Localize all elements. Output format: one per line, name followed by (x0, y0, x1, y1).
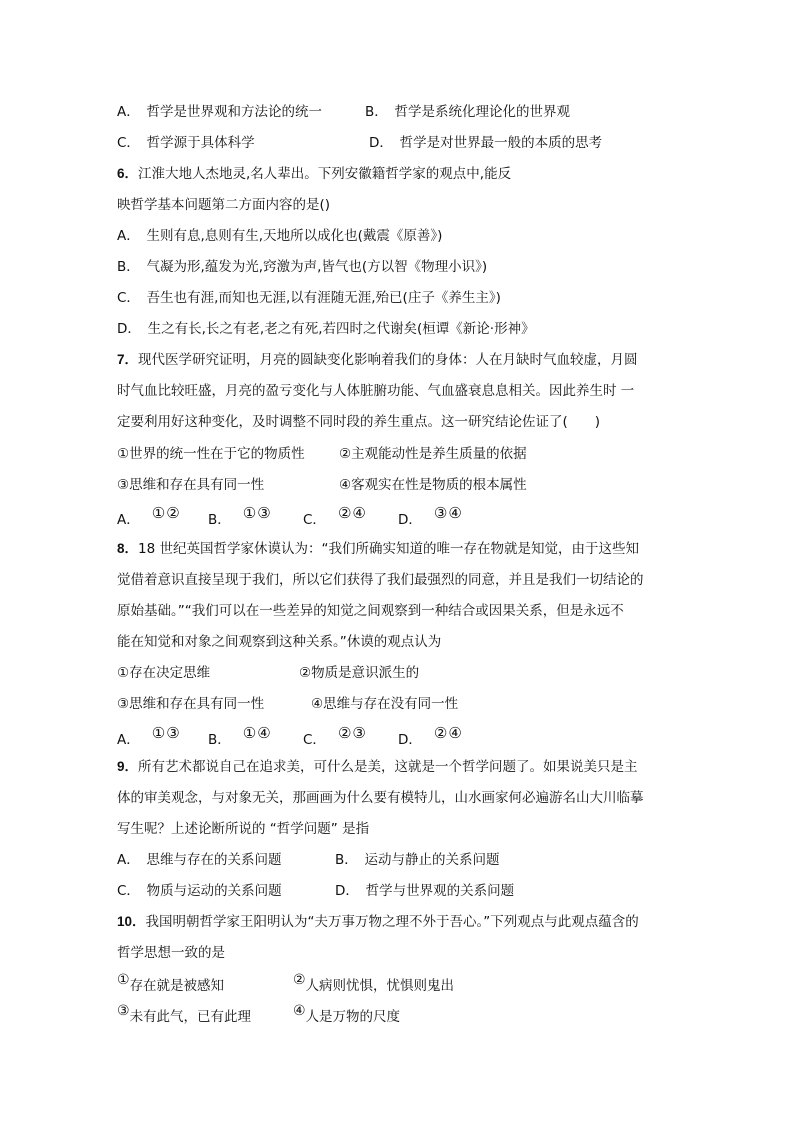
q5-option-c: C． 哲学源于具体科学 (117, 135, 255, 151)
q8-item-2: ②物质是意识派生的 (299, 665, 420, 681)
q8-stem-line3: 原始基础。”“我们可以在一些差异的知觉之间观察到一种结合或因果关系，但是永远不 (117, 603, 624, 619)
q5-option-b: B． 哲学是系统化理论化的世界观 (365, 104, 571, 120)
q6-option-b: B． 气凝为形,蕴发为光,窍激为声,皆气也(方以智《物理小识》) (117, 259, 488, 275)
q7-item-4: ④客观实在性是物质的根本属性 (339, 477, 527, 493)
q8-item-3: ③思维和存在具有同一性 (117, 696, 265, 712)
q7-stem-line1: 7．现代医学研究证明，月亮的圆缺变化影响着我们的身体：人在月缺时气血较虚，月圆 (117, 352, 638, 368)
q8-option-c: C． ②③ (303, 724, 367, 748)
q8-option-d: D． ②④ (398, 724, 463, 748)
q10-stem-line2: 哲学思想一致的是 (117, 945, 225, 961)
q6-option-c: C． 吾生也有涯,而知也无涯,以有涯随无涯,殆已(庄子《养生主》) (117, 290, 501, 306)
q6-option-d: D． 生之有长,长之有老,老之有死,若四时之代谢矣(桓谭《新论·形神》 (117, 321, 535, 337)
q10-item-2: ②人病则忧惧，忧惧则鬼出 (293, 972, 455, 994)
q10-item-4: ④人是万物的尺度 (293, 1003, 401, 1025)
q6-number: 6． (117, 166, 139, 181)
q9-stem-line1: 9．所有艺术都说自己在追求美，可什么是美，这就是一个哲学问题了。如果说美只是主 (117, 759, 638, 775)
q8-stem-line1: 8．18 世纪英国哲学家休谟认为：“我们所确实知道的唯一存在物就是知觉，由于这些知 (117, 541, 639, 557)
q5-option-d: D． 哲学是对世界最一般的本质的思考 (369, 135, 603, 151)
q8-item-1: ①存在决定思维 (117, 665, 211, 681)
q8-stem-line4: 能在知觉和对象之间观察到这种关系。”休谟的观点认为 (117, 634, 442, 650)
q8-stem-line2: 觉借着意识直接呈现于我们，所以它们获得了我们最强烈的同意，并且是我们一切结论的 (117, 572, 644, 588)
q9-number: 9． (117, 759, 139, 774)
q9-stem-line2: 体的审美观念，与对象无关，那画画为什么要有模特儿，山水画家何必遍游名山大川临摹 (117, 790, 644, 806)
q7-option-b: B． ①③ (208, 504, 272, 528)
q7-option-a: A． ①② (117, 504, 181, 528)
q9-stem-line3: 写生呢？上述论断所说的 “哲学问题” 是指 (117, 821, 370, 837)
q10-item-1: ①存在就是被感知 (117, 972, 225, 994)
q5-option-a: A． 哲学是世界观和方法论的统一 (117, 104, 322, 120)
q7-item-3: ③思维和存在具有同一性 (117, 477, 265, 493)
q8-item-4: ④思维与存在没有同一性 (311, 696, 459, 712)
q10-stem-line1: 10．我国明朝哲学家王阳明认为“夫万事万物之理不外于吾心。”下列观点与此观点蕴含的 (117, 914, 639, 930)
q6-option-a: A． 生则有息,息则有生,天地所以成化也(戴震《原善》) (117, 228, 443, 244)
q8-option-b: B． ①④ (208, 724, 272, 748)
q7-option-c: C． ②④ (303, 504, 367, 528)
q7-stem-line2: 时气血比较旺盛，月亮的盈亏变化与人体脏腑功能、气血盛衰息息相关。因此养生时 一 (117, 383, 635, 399)
q10-number: 10． (117, 914, 146, 929)
q9-option-a: A． 思维与存在的关系问题 (117, 852, 282, 868)
q6-stem-line2: 映哲学基本问题第二方面内容的是() (117, 197, 331, 213)
q7-stem-line3: 定要利用好这种变化，及时调整不同时段的养生重点。这一研究结论佐证了( ) (117, 414, 601, 430)
q7-item-1: ①世界的统一性在于它的物质性 (117, 446, 305, 462)
q7-number: 7． (117, 352, 139, 367)
q9-option-d: D． 哲学与世界观的关系问题 (335, 883, 515, 899)
q8-option-a: A． ①③ (117, 724, 181, 748)
q8-number: 8． (117, 541, 139, 556)
q7-option-d: D． ③④ (398, 504, 463, 528)
q9-option-b: B． 运动与静止的关系问题 (335, 852, 500, 868)
q9-option-c: C． 物质与运动的关系问题 (117, 883, 282, 899)
q10-item-3: ③未有此气，已有此理 (117, 1003, 252, 1025)
q6-stem-line1: 6．江淮大地人杰地灵,名人辈出。下列安徽籍哲学家的观点中,能反 (117, 166, 512, 182)
q7-item-2: ②主观能动性是养生质量的依据 (339, 446, 527, 462)
